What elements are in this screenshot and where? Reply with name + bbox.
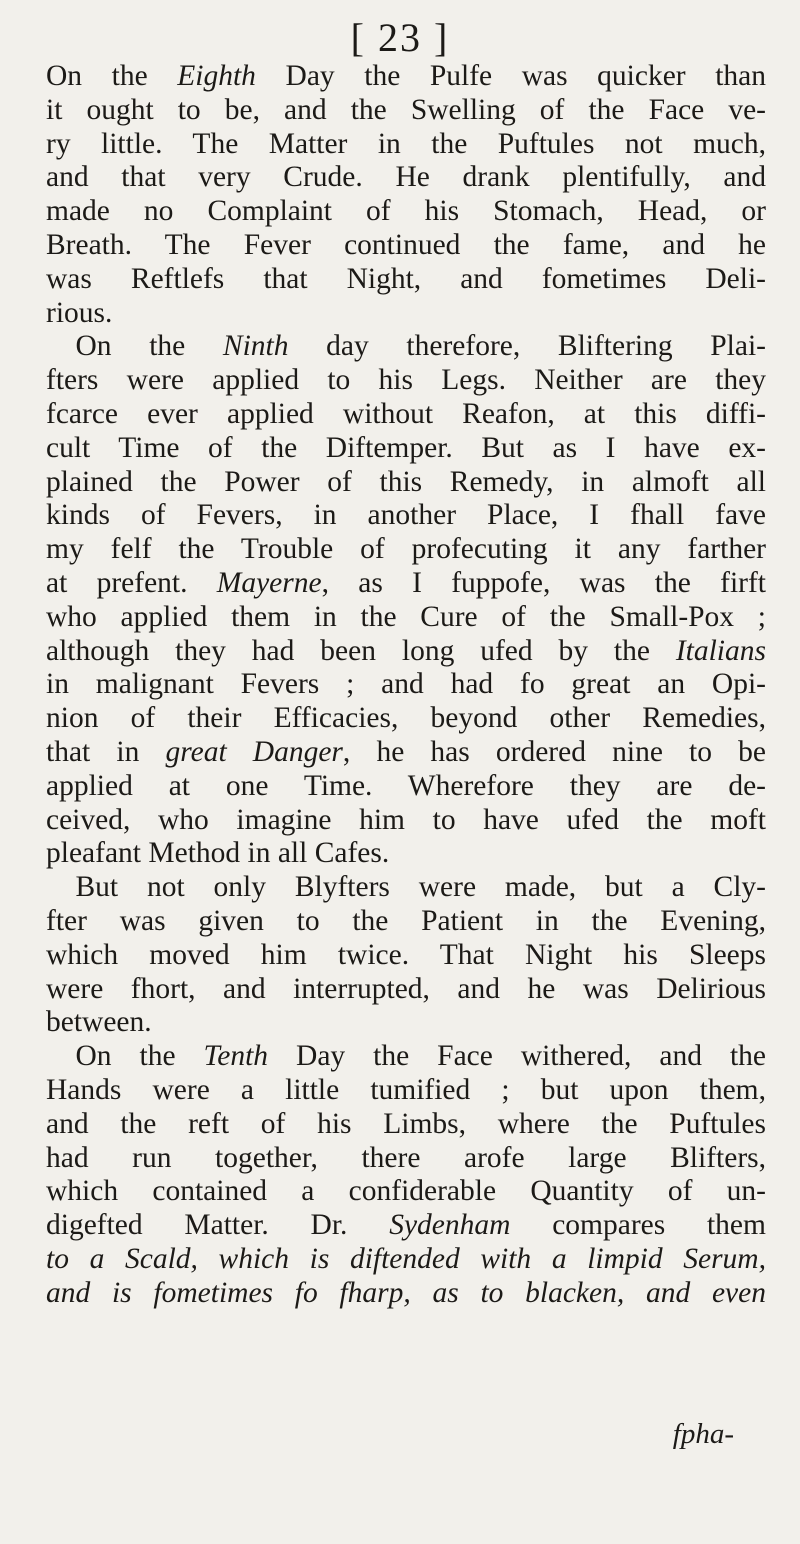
italic-text: great Danger: [165, 735, 343, 768]
text-line: [46, 1108, 766, 1142]
text-segment: and the reft of his Limbs, where the Puftules: [46, 1107, 766, 1140]
text-line: [46, 533, 766, 567]
text-segment: was Reftlefs that Night, and fometimes Deli-: [46, 262, 766, 295]
text-segment: my felf the Trouble of profecuting it any farther: [46, 533, 766, 566]
text-line: [46, 973, 766, 1007]
text-line: [46, 770, 766, 804]
italic-text: to a Scald, which is diftended with a limpid Serum,: [46, 1242, 766, 1275]
text-line: [46, 905, 766, 939]
text-line: [46, 736, 766, 770]
text-segment: On the: [46, 60, 178, 92]
text-line: [46, 330, 766, 364]
text-segment: which contained a confiderable Quantity of un-: [46, 1175, 766, 1208]
text-line: [46, 668, 766, 702]
text-segment: On the: [46, 330, 223, 363]
text-line: [46, 567, 766, 601]
text-line: [46, 94, 766, 128]
text-segment: kinds of Fevers, in another Place, I fhall fave: [46, 499, 766, 532]
italic-text: Tenth: [203, 1040, 269, 1073]
text-segment: at prefent.: [46, 566, 217, 599]
text-segment: although they had been long ufed by the: [46, 634, 676, 667]
text-line: [46, 432, 766, 466]
italic-text: Mayerne: [216, 566, 322, 599]
text-line: [46, 364, 766, 398]
text-segment: , he has ordered nine to be: [342, 735, 766, 768]
text-segment: ceived, who imagine him to have ufed the moft: [46, 803, 766, 836]
text-segment: nion of their Efficacies, beyond other Remedies,: [46, 702, 766, 735]
page-number: [ 23 ]: [350, 15, 450, 60]
text-segment: compares them: [510, 1209, 766, 1242]
text-segment: , as I fuppofe, was the firft: [321, 566, 766, 599]
text-line: [46, 702, 766, 736]
text-line: [46, 161, 766, 195]
text-segment: Hands were a little tumified ; but upon them,: [46, 1073, 766, 1106]
text-line: [46, 1074, 766, 1108]
text-line: [46, 601, 766, 635]
text-segment: had run together, there arofe large Blifters,: [46, 1141, 766, 1174]
text-line: [46, 263, 766, 297]
text-line: [46, 128, 766, 162]
text-segment: digefted Matter. Dr.: [46, 1209, 390, 1242]
italic-text: Italians: [675, 634, 766, 667]
text-segment: day therefore, Bliftering Plai-: [288, 330, 766, 363]
body-text: [46, 60, 766, 1310]
text-segment: rious.: [46, 296, 113, 329]
text-line: [46, 195, 766, 229]
text-segment: fter was given to the Patient in the Evening,: [46, 904, 766, 937]
text-segment: made no Complaint of his Stomach, Head, or: [46, 195, 766, 228]
italic-text: Sydenham: [389, 1209, 511, 1242]
text-segment: fcarce ever applied without Reafon, at this diffi-: [46, 397, 766, 430]
text-line: [46, 1040, 766, 1074]
text-line: [46, 837, 766, 871]
text-segment: applied at one Time. Wherefore they are de-: [46, 769, 766, 802]
text-line: [46, 466, 766, 500]
italic-text: and is fometimes fo fharp, as to blacken, and even: [46, 1276, 766, 1309]
text-segment: Day the Pulfe was quicker than: [255, 60, 766, 92]
text-segment: plained the Power of this Remedy, in almoft all: [46, 465, 766, 498]
text-segment: that in: [46, 735, 166, 768]
text-segment: ry little. The Matter in the Puftules not much,: [46, 127, 766, 160]
text-line: [46, 804, 766, 838]
text-segment: which moved him twice. That Night his Sleeps: [46, 938, 766, 971]
text-segment: Day the Face withered, and the: [268, 1040, 766, 1073]
text-line: [46, 1142, 766, 1176]
text-line: [46, 635, 766, 669]
text-segment: between.: [46, 1006, 152, 1039]
italic-text: Ninth: [222, 330, 289, 363]
text-line: [46, 60, 766, 94]
text-line: [46, 229, 766, 263]
text-line: [46, 499, 766, 533]
text-line: [46, 1175, 766, 1209]
text-line: [46, 1243, 766, 1277]
text-segment: On the: [46, 1040, 204, 1073]
text-segment: and that very Crude. He drank plentifully, and: [46, 161, 766, 194]
text-segment: fters were applied to his Legs. Neither are they: [46, 364, 766, 397]
text-segment: Breath. The Fever continued the fame, and he: [46, 228, 766, 261]
text-segment: pleafant Method in all Cafes.: [46, 837, 390, 870]
text-line: [46, 1277, 766, 1311]
text-segment: it ought to be, and the Swelling of the Face ve-: [46, 93, 766, 126]
text-segment: But not only Blyfters were made, but a Cly-: [46, 871, 766, 904]
text-line: [46, 1006, 766, 1040]
text-line: [46, 297, 766, 331]
text-line: [46, 1209, 766, 1243]
catchword: fpha-: [672, 1418, 734, 1450]
text-line: [46, 871, 766, 905]
text-line: [46, 398, 766, 432]
text-segment: in malignant Fevers ; and had fo great an Opi-: [46, 668, 766, 701]
italic-text: Eighth: [177, 60, 256, 92]
text-segment: cult Time of the Diftemper. But as I have ex-: [46, 431, 766, 464]
text-line: [46, 939, 766, 973]
text-segment: were fhort, and interrupted, and he was Delirious: [46, 972, 766, 1005]
text-segment: who applied them in the Cure of the Small-Pox ;: [46, 600, 766, 633]
